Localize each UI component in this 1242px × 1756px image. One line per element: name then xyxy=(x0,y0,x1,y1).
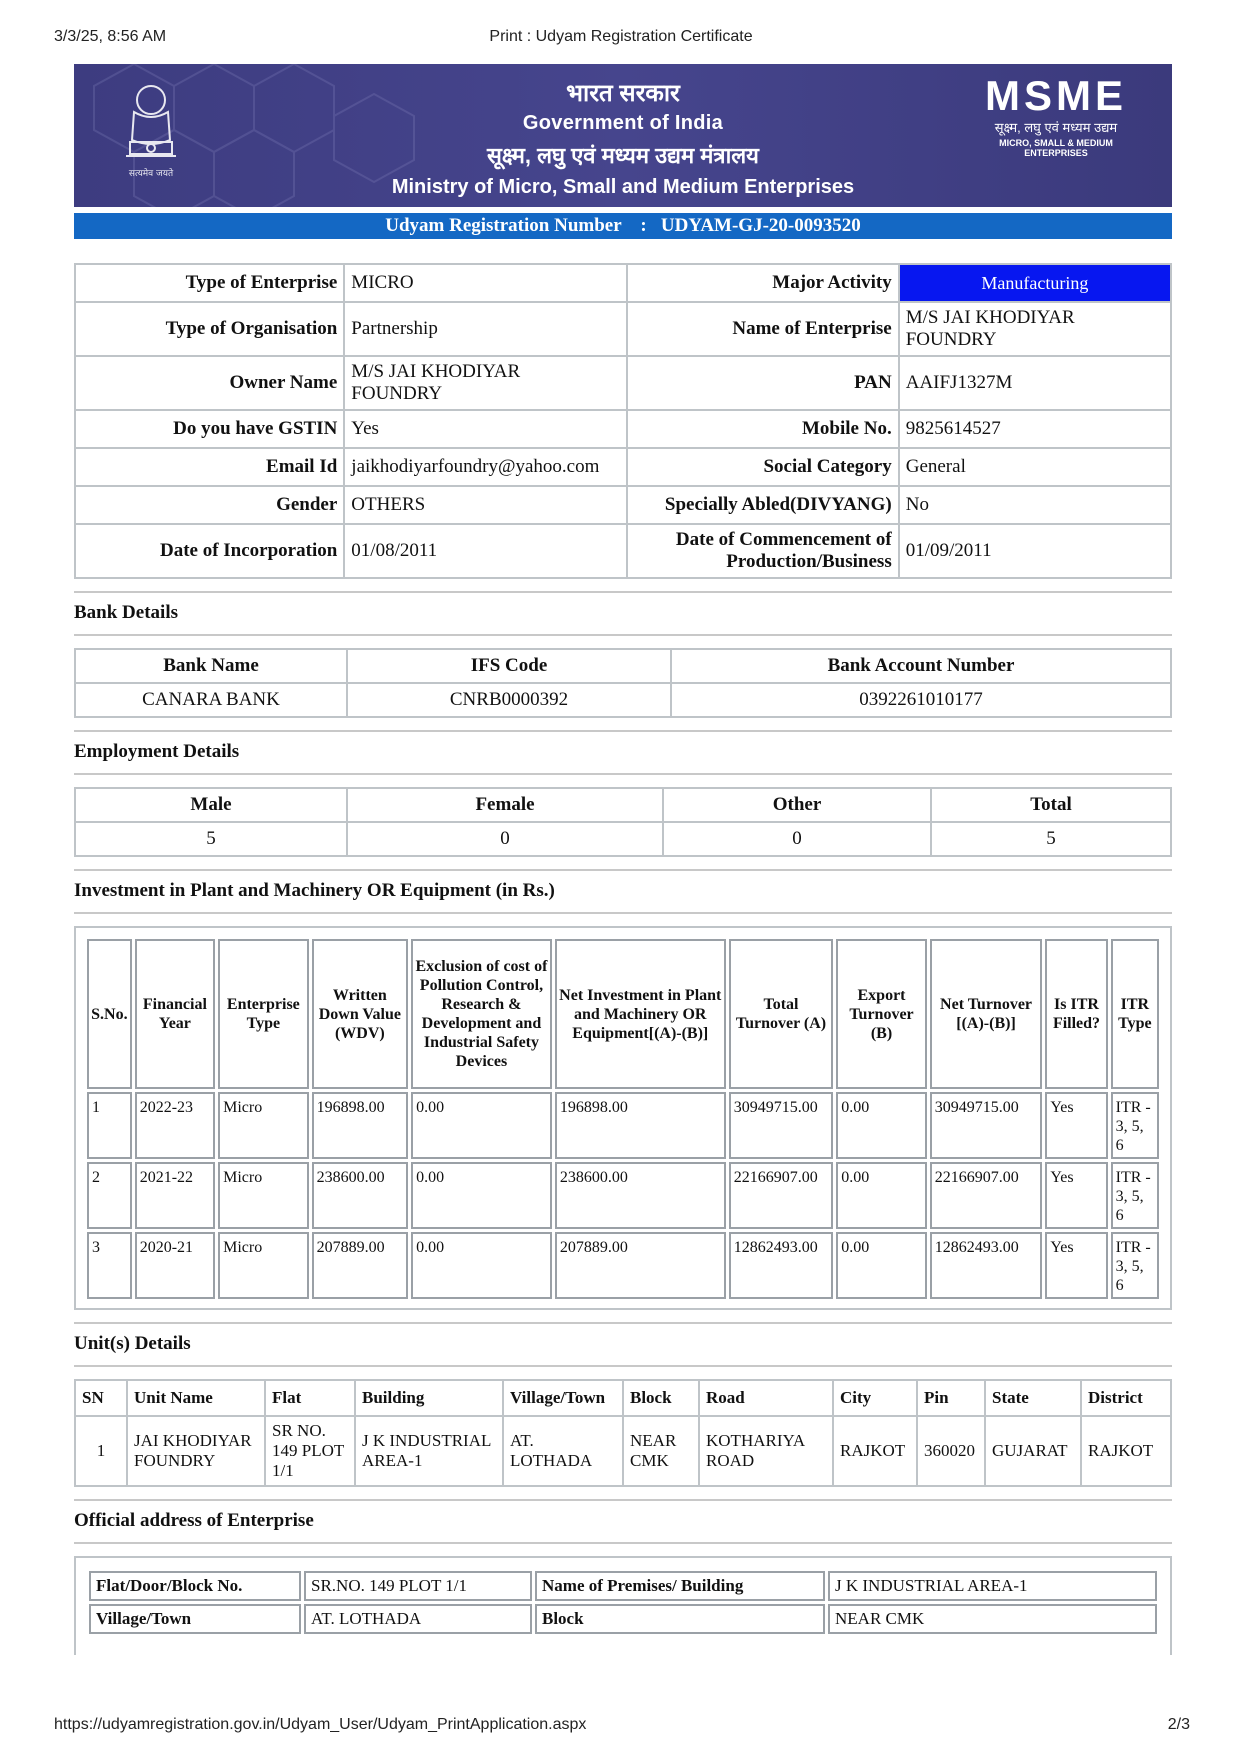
table-cell: Micro xyxy=(218,1162,308,1229)
ifsc-cell: CNRB0000392 xyxy=(347,683,671,717)
table-cell: 3 xyxy=(87,1232,132,1299)
table-cell: JAI KHODIYAR FOUNDRY xyxy=(127,1416,265,1486)
employment-details-table xyxy=(74,787,1172,857)
column-header: Bank Account Number xyxy=(671,649,1171,683)
incorporation-date-value: 01/08/2011 xyxy=(344,524,627,578)
table-row xyxy=(75,683,1171,717)
column-header: State xyxy=(985,1380,1081,1416)
column-header: City xyxy=(833,1380,917,1416)
gstin-value: Yes xyxy=(344,410,627,448)
table-row xyxy=(75,356,1171,410)
investment-heading: Investment in Plant and Machinery OR Equipment (in Rs.) xyxy=(74,869,1172,914)
flat-label: Flat/Door/Block No. xyxy=(89,1571,301,1601)
column-header: Total xyxy=(931,788,1171,822)
pan-label: PAN xyxy=(627,356,899,410)
commencement-date-label xyxy=(627,524,899,578)
column-header: Unit Name xyxy=(127,1380,265,1416)
table-cell: 30949715.00 xyxy=(729,1092,834,1159)
column-header: Building xyxy=(355,1380,503,1416)
table-header-row xyxy=(75,1380,1171,1416)
male-count: 5 xyxy=(75,822,347,856)
column-header: Written Down Value (WDV) xyxy=(312,939,409,1089)
registration-label: Udyam Registration Number xyxy=(385,215,622,236)
column-header: Male xyxy=(75,788,347,822)
table-cell: 360020 xyxy=(917,1416,985,1486)
gender-label: Gender xyxy=(75,486,344,524)
table-cell: 207889.00 xyxy=(312,1232,409,1299)
table-cell: 196898.00 xyxy=(555,1092,726,1159)
table-cell: KOTHARIYA ROAD xyxy=(699,1416,833,1486)
column-header: Flat xyxy=(265,1380,355,1416)
table-cell: 2022-23 xyxy=(135,1092,215,1159)
table-cell: 0.00 xyxy=(411,1092,552,1159)
divyang-label: Specially Abled(DIVYANG) xyxy=(627,486,899,524)
msme-logo-hindi: सूक्ष्म, लघु एवं मध्यम उद्यम xyxy=(994,120,1118,135)
table-header-row xyxy=(75,649,1171,683)
banner-line-hindi-govt: भारत सरकार xyxy=(566,80,680,107)
investment-table xyxy=(84,936,1162,1302)
emblem-motto: सत्यमेव जयते xyxy=(128,169,174,179)
owner-name-value xyxy=(344,356,627,410)
investment-table-wrapper xyxy=(74,926,1172,1310)
type-organisation-value: Partnership xyxy=(344,302,627,356)
table-header-row xyxy=(87,939,1159,1089)
gender-value: OTHERS xyxy=(344,486,627,524)
column-header: SN xyxy=(75,1380,127,1416)
table-cell: ITR - 3, 5, 6 xyxy=(1111,1232,1159,1299)
enterprise-name-line2: FOUNDRY xyxy=(905,329,997,350)
block-label: Block xyxy=(535,1604,825,1634)
table-cell: 238600.00 xyxy=(555,1162,726,1229)
column-header: Net Turnover [(A)-(B)] xyxy=(930,939,1043,1089)
divyang-value: No xyxy=(899,486,1171,524)
social-category-value: General xyxy=(899,448,1171,486)
msme-logo-text: MSME xyxy=(985,72,1127,119)
table-cell: 196898.00 xyxy=(312,1092,409,1159)
bank-name-cell: CANARA BANK xyxy=(75,683,347,717)
table-row xyxy=(75,486,1171,524)
column-header: Total Turnover (A) xyxy=(729,939,834,1089)
bank-details-heading: Bank Details xyxy=(74,591,1172,636)
print-title: Print : Udyam Registration Certificate xyxy=(489,28,753,45)
type-enterprise-label: Type of Enterprise xyxy=(75,264,344,302)
type-organisation-label: Type of Organisation xyxy=(75,302,344,356)
mobile-label: Mobile No. xyxy=(627,410,899,448)
social-category-label: Social Category xyxy=(627,448,899,486)
table-cell: 2 xyxy=(87,1162,132,1229)
table-row xyxy=(89,1604,1157,1634)
table-cell: RAJKOT xyxy=(1081,1416,1171,1486)
print-timestamp: 3/3/25, 8:56 AM xyxy=(54,28,167,45)
enterprise-name-line1: M/S JAI KHODIYAR xyxy=(905,307,1075,328)
pan-value: AAIFJ1327M xyxy=(899,356,1171,410)
commencement-date-value: 01/09/2011 xyxy=(899,524,1171,578)
table-cell: 12862493.00 xyxy=(930,1232,1043,1299)
other-count: 0 xyxy=(663,822,931,856)
table-cell: 22166907.00 xyxy=(729,1162,834,1229)
table-cell: 0.00 xyxy=(836,1232,926,1299)
column-header: Is ITR Filled? xyxy=(1045,939,1107,1089)
table-cell: Yes xyxy=(1045,1092,1107,1159)
table-row xyxy=(75,264,1171,302)
mobile-value: 9825614527 xyxy=(899,410,1171,448)
column-header: District xyxy=(1081,1380,1171,1416)
units-heading: Unit(s) Details xyxy=(74,1322,1172,1367)
village-label: Village/Town xyxy=(89,1604,301,1634)
table-cell: Micro xyxy=(218,1232,308,1299)
female-count: 0 xyxy=(347,822,663,856)
table-cell: 238600.00 xyxy=(312,1162,409,1229)
enterprise-info-table xyxy=(74,263,1172,579)
premises-value: J K INDUSTRIAL AREA-1 xyxy=(828,1571,1157,1601)
table-cell: J K INDUSTRIAL AREA-1 xyxy=(355,1416,503,1486)
column-header: Female xyxy=(347,788,663,822)
table-row xyxy=(75,1416,1171,1486)
table-cell: 0.00 xyxy=(836,1162,926,1229)
table-cell: 0.00 xyxy=(411,1162,552,1229)
page-url: https://udyamregistration.gov.in/Udyam_User/Udyam_PrintApplication.aspx xyxy=(54,1716,587,1733)
table-row xyxy=(75,410,1171,448)
commencement-label-line1: Date of Commencement of xyxy=(675,529,892,550)
official-address-table xyxy=(86,1568,1160,1637)
table-cell: 1 xyxy=(87,1092,132,1159)
table-cell: ITR - 3, 5, 6 xyxy=(1111,1092,1159,1159)
email-label: Email Id xyxy=(75,448,344,486)
commencement-label-line2: Production/Business xyxy=(726,551,892,572)
table-cell: 22166907.00 xyxy=(930,1162,1043,1229)
column-header: Export Turnover (B) xyxy=(836,939,926,1089)
banner-line-hindi-ministry: सूक्ष्म, लघु एवं मध्यम उद्यम मंत्रालय xyxy=(487,143,759,168)
table-row xyxy=(75,302,1171,356)
column-header: Bank Name xyxy=(75,649,347,683)
owner-name-label: Owner Name xyxy=(75,356,344,410)
table-row xyxy=(75,524,1171,578)
total-count: 5 xyxy=(931,822,1171,856)
column-header: Net Investment in Plant and Machinery OR Equipment[(A)-(B)] xyxy=(555,939,726,1089)
table-cell: 1 xyxy=(75,1416,127,1486)
column-header: Pin xyxy=(917,1380,985,1416)
print-footer xyxy=(0,1716,1242,1740)
table-cell: 30949715.00 xyxy=(930,1092,1043,1159)
table-cell: Yes xyxy=(1045,1232,1107,1299)
email-value: jaikhodiyarfoundry@yahoo.com xyxy=(344,448,627,486)
column-header: IFS Code xyxy=(347,649,671,683)
table-row xyxy=(87,1162,1159,1229)
registration-sep: : xyxy=(640,215,647,236)
official-address-wrapper xyxy=(74,1556,1172,1655)
table-header-row xyxy=(75,788,1171,822)
employment-details-heading: Employment Details xyxy=(74,730,1172,775)
table-cell: 0.00 xyxy=(411,1232,552,1299)
table-cell: GUJARAT xyxy=(985,1416,1081,1486)
column-header: Road xyxy=(699,1380,833,1416)
gstin-label: Do you have GSTIN xyxy=(75,410,344,448)
table-cell: 12862493.00 xyxy=(729,1232,834,1299)
msme-logo-english: MICRO, SMALL & MEDIUM ENTERPRISES xyxy=(999,138,1113,158)
column-header: S.No. xyxy=(87,939,132,1089)
government-banner xyxy=(74,64,1172,207)
print-header xyxy=(0,28,1242,52)
table-cell: RAJKOT xyxy=(833,1416,917,1486)
page-number: 2/3 xyxy=(1167,1716,1190,1733)
table-row xyxy=(75,448,1171,486)
column-header: Other xyxy=(663,788,931,822)
table-cell: Micro xyxy=(218,1092,308,1159)
table-cell: 2020-21 xyxy=(135,1232,215,1299)
table-cell: SR NO. 149 PLOT 1/1 xyxy=(265,1416,355,1486)
incorporation-date-label: Date of Incorporation xyxy=(75,524,344,578)
premises-label: Name of Premises/ Building xyxy=(535,1571,825,1601)
table-cell: AT. LOTHADA xyxy=(503,1416,623,1486)
table-cell: 207889.00 xyxy=(555,1232,726,1299)
enterprise-name-value xyxy=(899,302,1171,356)
major-activity-label: Major Activity xyxy=(627,264,899,302)
column-header: Exclusion of cost of Pollution Control, Research & Development and Industrial Safety Devices xyxy=(411,939,552,1089)
account-number-cell: 0392261010177 xyxy=(671,683,1171,717)
column-header: Enterprise Type xyxy=(218,939,308,1089)
banner-line-govt: Government of India xyxy=(522,112,724,134)
table-cell: NEAR CMK xyxy=(623,1416,699,1486)
table-cell: 0.00 xyxy=(836,1092,926,1159)
column-header: Financial Year xyxy=(135,939,215,1089)
block-value: NEAR CMK xyxy=(828,1604,1157,1634)
major-activity-value: Manufacturing xyxy=(899,264,1171,302)
flat-value: SR.NO. 149 PLOT 1/1 xyxy=(304,1571,532,1601)
table-row xyxy=(75,822,1171,856)
column-header: Block xyxy=(623,1380,699,1416)
certificate-page xyxy=(74,64,1172,1655)
table-row xyxy=(87,1232,1159,1299)
table-row xyxy=(87,1092,1159,1159)
official-address-heading: Official address of Enterprise xyxy=(74,1499,1172,1544)
column-header: ITR Type xyxy=(1111,939,1159,1089)
table-cell: 2021-22 xyxy=(135,1162,215,1229)
type-enterprise-value: MICRO xyxy=(344,264,627,302)
registration-number-bar xyxy=(74,213,1172,239)
bank-details-table xyxy=(74,648,1172,718)
table-cell: ITR - 3, 5, 6 xyxy=(1111,1162,1159,1229)
column-header: Village/Town xyxy=(503,1380,623,1416)
registration-number: UDYAM-GJ-20-0093520 xyxy=(660,215,861,236)
owner-name-line2: FOUNDRY xyxy=(351,383,443,404)
table-row xyxy=(89,1571,1157,1601)
owner-name-line1: M/S JAI KHODIYAR xyxy=(351,361,521,382)
banner-line-ministry: Ministry of Micro, Small and Medium Enterprises xyxy=(391,176,855,198)
village-value: AT. LOTHADA xyxy=(304,1604,532,1634)
units-table xyxy=(74,1379,1172,1487)
table-cell: Yes xyxy=(1045,1162,1107,1229)
msme-logo xyxy=(968,72,1144,158)
enterprise-name-label: Name of Enterprise xyxy=(627,302,899,356)
